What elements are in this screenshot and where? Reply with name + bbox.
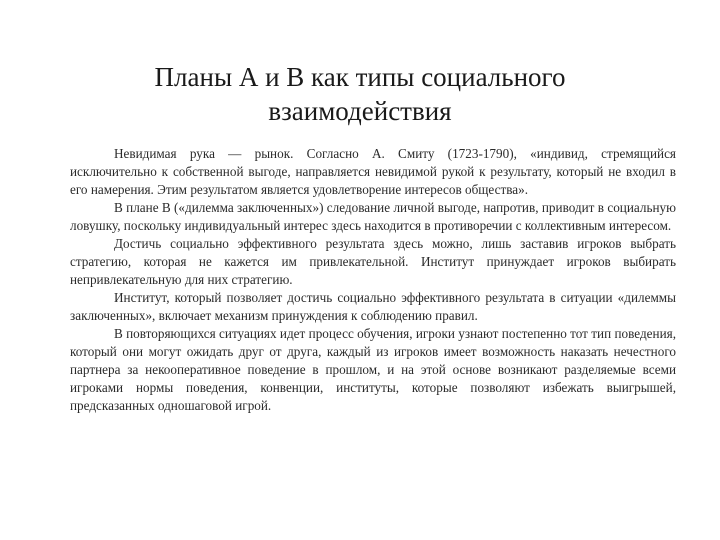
paragraph-repeated-games: В повторяющихся ситуациях идет процесс обучения, игроки узнают постепенно тот тип поведения, который они могут ожидать друг от друга, каждый из игроков имеет возможность наказать нечестного партнера за некооперативное поведение в прошлом, и на этой основе возникают разделяемые всеми игроками нормы поведения, конвенции, институты, которые позволяют избежать выигрышей, предсказанных одношаговой игрой. — [70, 326, 676, 413]
slide-body — [70, 145, 676, 415]
slide-title — [90, 60, 630, 128]
paragraph-invisible-hand: Невидимая рука — рынок. Согласно А. Смиту (1723-1790), «индивид, стремящийся исключительно к собственной выгоде, направляется невидимой рукой к результату, который не входил в его намерения. Этим результатом является удовлетворение интересов общества». — [70, 146, 676, 197]
slide-title-line-2: взаимодействия — [268, 96, 452, 126]
paragraph-institution: Институт, который позволяет достичь социально эффективного результата в ситуации «дилеммы заключенных», включает механизм принуждения к соблюдению правил. — [70, 290, 676, 323]
slide-title-line-1: Планы А и В как типы социального — [154, 62, 566, 92]
paragraph-efficient-result: Достичь социально эффективного результата здесь можно, лишь заставив игроков выбрать стратегию, которая не кажется им привлекательной. Институт принуждает игроков выбирать непривлекательную для них стратегию. — [70, 236, 676, 287]
paragraph-plan-b: В плане В («дилемма заключенных») следование личной выгоде, напротив, приводит в социальную ловушку, поскольку индивидуальный интерес здесь находится в противоречии с коллективным интересом. — [70, 200, 676, 233]
